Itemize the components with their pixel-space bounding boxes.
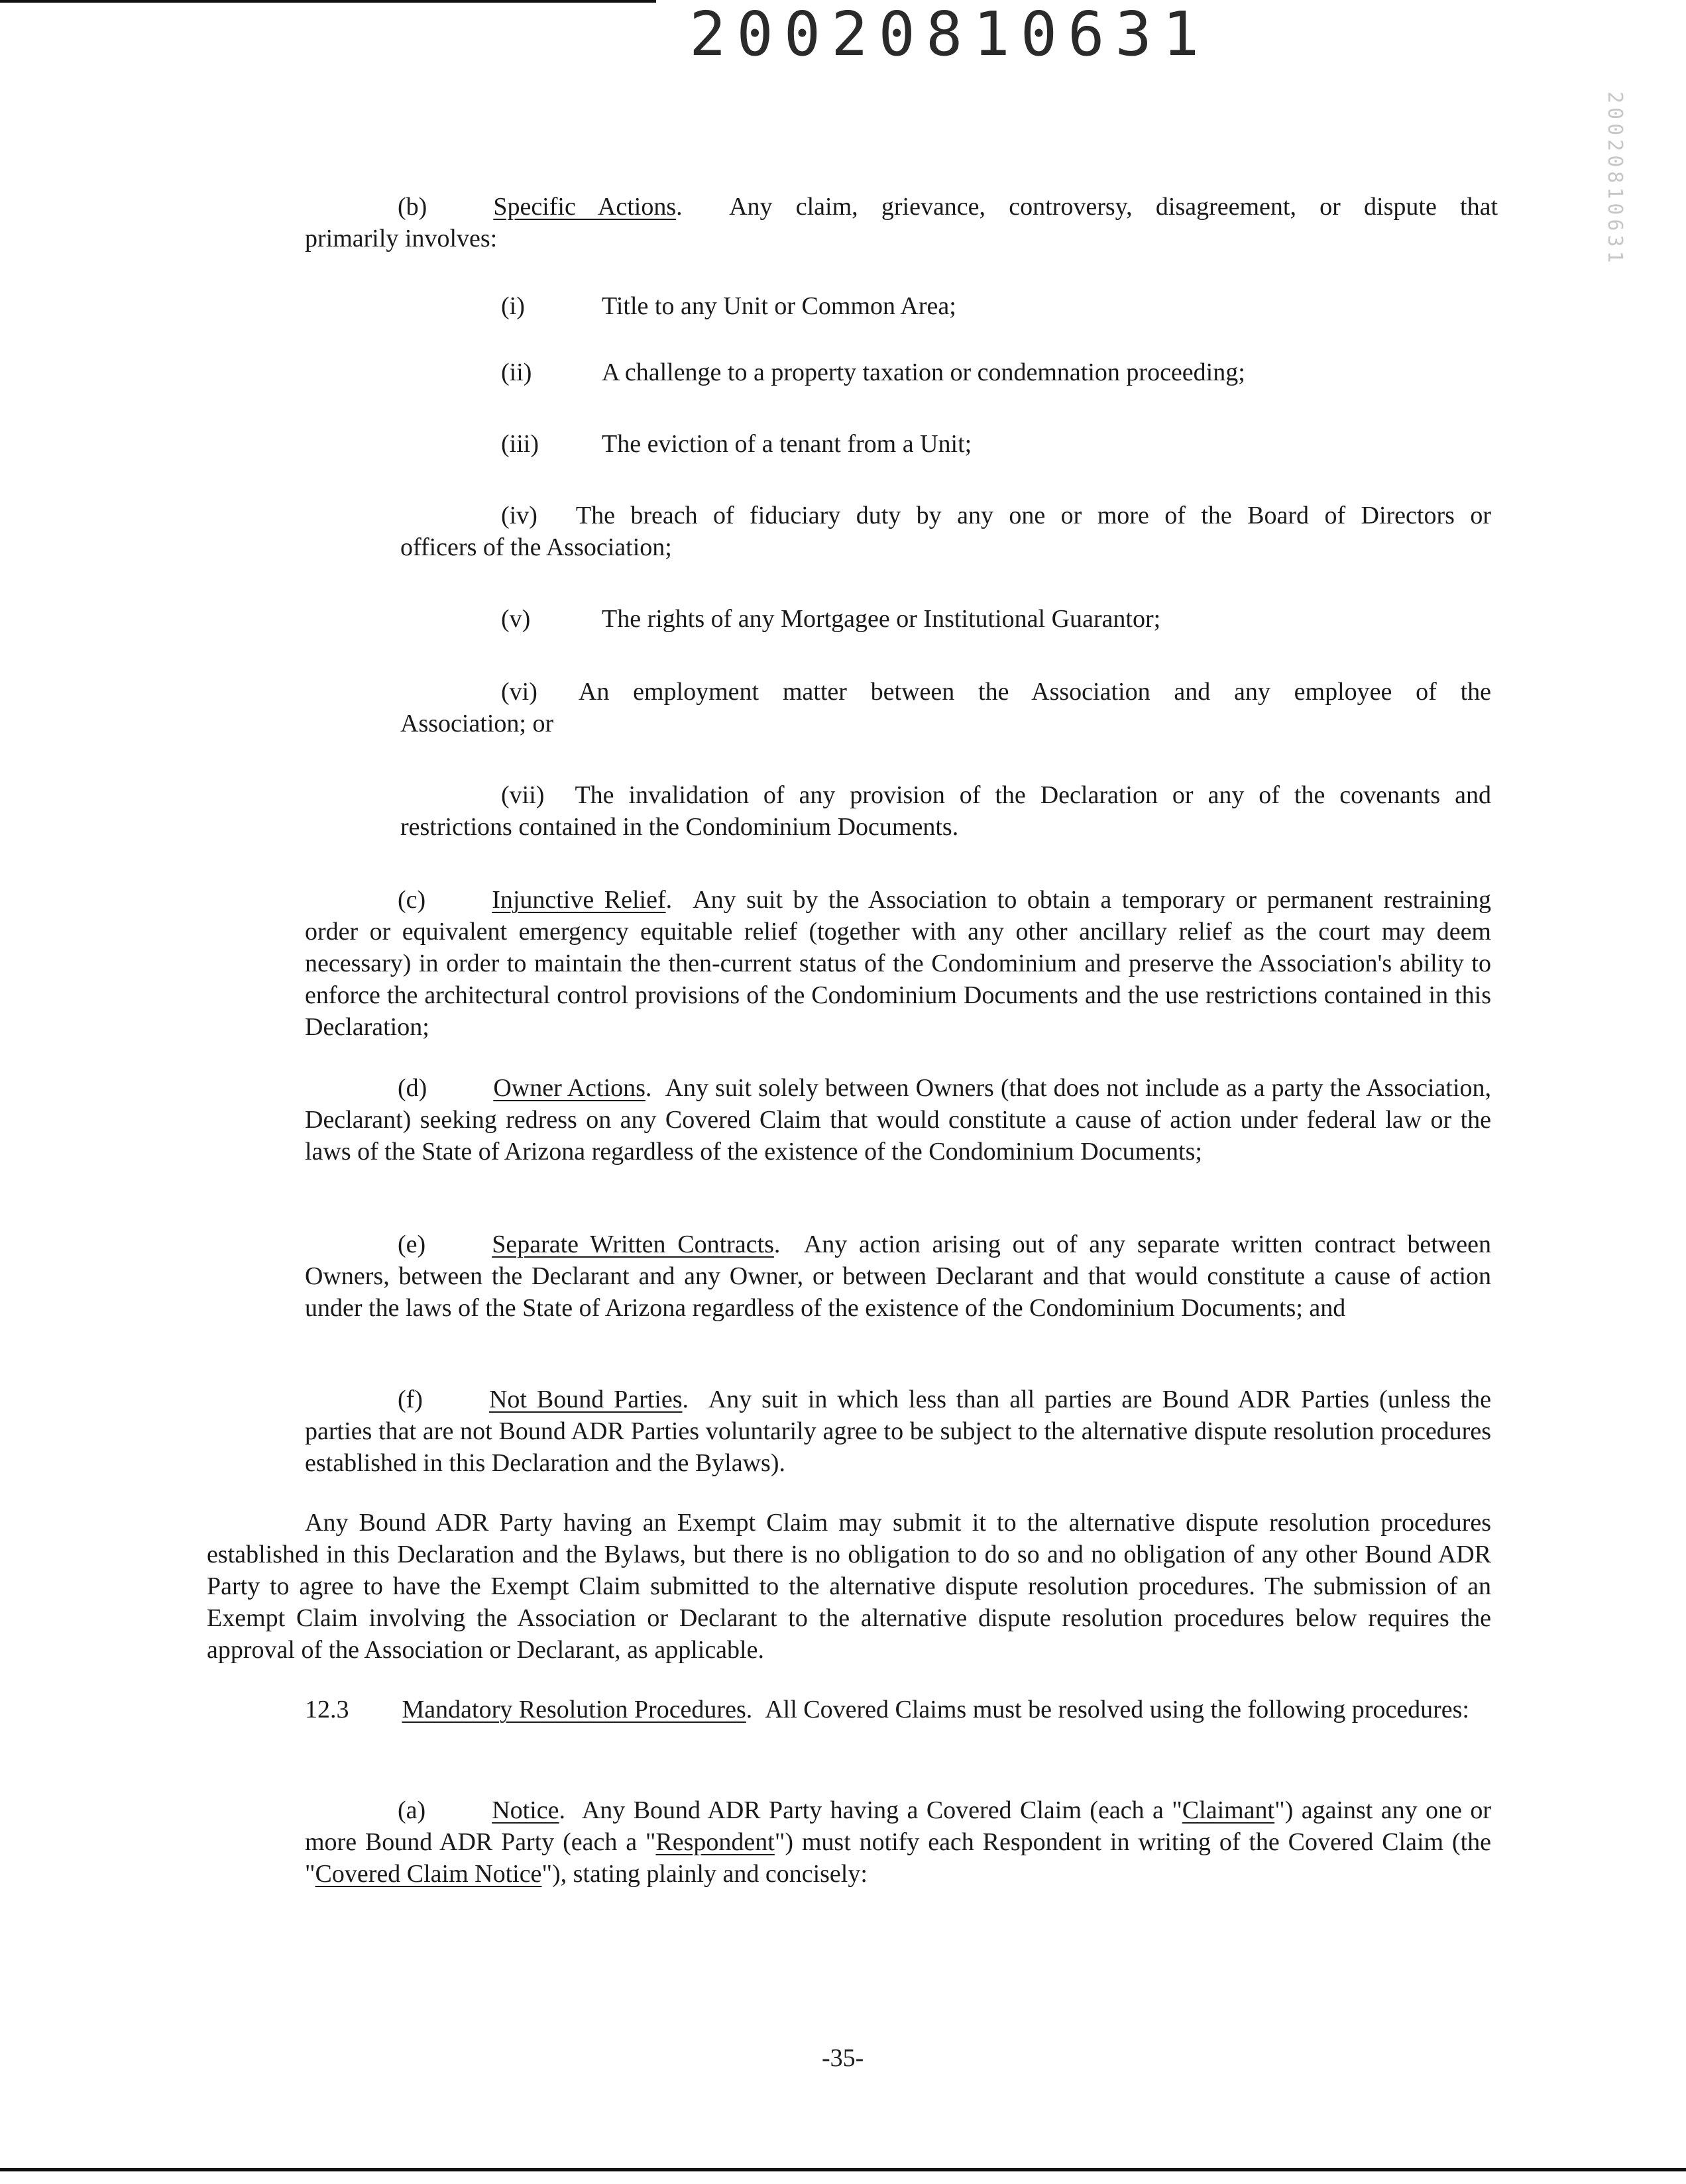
paragraph-c-label: (c) [398, 886, 426, 914]
paragraph-a-text-1: Any Bound ADR Party having a Covered Claim (each a " [581, 1796, 1182, 1824]
paragraph-a-heading: Notice [492, 1796, 559, 1824]
item-text: The breach of fiduciary duty by any one or more of the Board of Directors or [575, 502, 1491, 529]
item-number: (vii) [501, 781, 545, 809]
paragraph-c: (c) Injunctive Relief. Any suit by the Association to obtain a temporary or permanent restraining order or equivalent emergency equitable relief (together with any other ancillary relief as the court may deem necessary) in order to maintain the then-current status of the Condominium and preserve the Association's ability to enforce the architectural control provisions of the Condominium Documents and the use restrictions contained in this Declaration; [305, 886, 1491, 1041]
paragraph-d-label: (d) [398, 1074, 427, 1102]
paragraph-b-label: (b) [398, 193, 427, 221]
paragraph-d-heading: Owner Actions [493, 1074, 646, 1102]
paragraph-e: (e) Separate Written Contracts. Any action arising out of any separate written contract between Owners, between the Declarant and any Owner, or between Declarant and that would constitute a cause of action under the laws of the State of Arizona regardless of the existence of the Condominium Documents; and [305, 1230, 1491, 1322]
item-number: (v) [501, 605, 531, 633]
paragraph-a-text-4: "), stating plainly and concisely: [541, 1860, 868, 1888]
section-12-3-heading: Mandatory Resolution Procedures [402, 1696, 746, 1723]
item-continuation: officers of the Association; [400, 533, 672, 561]
paragraph-b-text-second: primarily involves: [305, 225, 498, 252]
exempt-claim-paragraph [207, 1507, 1491, 1666]
defined-term-respondent: Respondent [655, 1828, 775, 1856]
item-number: (i) [501, 292, 525, 320]
paragraph-b-text-first: Any claim, grievance, controversy, disagreement, or dispute that [729, 193, 1498, 221]
paragraph-a-text-3: ") must notify each Respondent in writing of the Covered Claim (the " [305, 1828, 1492, 1888]
item-number: (vi) [501, 678, 537, 706]
paragraph-d: (d) Owner Actions. Any suit solely between Owners (that does not include as a party the Association, Declarant) seeking redress on any Covered Claim that would constitute a cause of action under federal law or the laws of the State of Arizona regardless of the existence of the Condominium Documents; [305, 1074, 1492, 1166]
section-12-3: 12.3 Mandatory Resolution Procedures. All Covered Claims must be resolved using the following procedures: [305, 1696, 1469, 1723]
list-item [400, 779, 1491, 843]
paragraph-f: (f) Not Bound Parties. Any suit in which less than all parties are Bound ADR Parties (unless the parties that are not Bound ADR Parties voluntarily agree to be subject to the alternative dispute resolution procedures established in this Declaration and the Bylaws). [305, 1386, 1491, 1477]
paragraph-c-heading: Injunctive Relief [492, 886, 666, 914]
section-12-3-number: 12.3 [305, 1696, 349, 1723]
paragraph-e-label: (e) [398, 1230, 426, 1258]
section-12-3-text: All Covered Claims must be resolved using the following procedures: [765, 1696, 1469, 1723]
item-text: An employment matter between the Association and any employee of the [578, 678, 1491, 706]
paragraph-e-text: Any action arising out of any separate written contract between Owners, between the Declarant and any Owner, or between Declarant and that would constitute a cause of action under the laws of the State of Arizona regardless of the existence of the Condominium Documents; and [305, 1230, 1491, 1322]
paragraph-e-heading: Separate Written Contracts [492, 1230, 774, 1258]
item-text: Title to any Unit or Common Area; [602, 292, 956, 320]
bottom-rule [0, 2168, 1686, 2171]
list-item [400, 676, 1491, 739]
paragraph-f-heading: Not Bound Parties [488, 1386, 683, 1413]
paragraph-c-text: Any suit by the Association to obtain a temporary or permanent restraining order or equivalent emergency equitable relief (together with any other ancillary relief as the court may deem necessary) in order to maintain the then-current status of the Condominium and preserve the Association's ability to enforce the architectural control provisions of the Condominium Documents and the use restrictions contained in this Declaration; [305, 886, 1491, 1041]
document-number: 20020810631 [689, 0, 1210, 70]
page-number: -35- [822, 2044, 864, 2072]
item-number: (ii) [501, 358, 532, 386]
exempt-claim-text: Any Bound ADR Party having an Exempt Claim may submit it to the alternative dispute resolution procedures established in this Declaration and the Bylaws, but there is no obligation to do so and no obligation of any other Bound ADR Party to agree to have the Exempt Claim submitted to the alternative dispute resolution procedures. The submission of an Exempt Claim involving the Association or Declarant to the alternative dispute resolution procedures below requires the approval of the Association or Declarant, as applicable. [207, 1509, 1491, 1664]
item-continuation: restrictions contained in the Condominium Documents. [400, 813, 959, 841]
defined-term-covered-claim-notice: Covered Claim Notice [315, 1860, 542, 1888]
item-text: The invalidation of any provision of the Declaration or any of the covenants and [575, 781, 1491, 809]
paragraph-f-text: Any suit in which less than all parties are Bound ADR Parties (unless the parties that are not Bound ADR Parties voluntarily agree to be subject to the alternative dispute resolution procedures established in this Declaration and the Bylaws). [305, 1386, 1491, 1477]
paragraph-a-text-2: ") against any one or more Bound ADR Party (each a " [305, 1796, 1492, 1856]
paragraph-a-notice: (a) Notice. Any Bound ADR Party having a Covered Claim (each a "Claimant") against any one or more Bound ADR Party (each a "Respondent") must notify each Respondent in writing of the Covered Claim (the "Covered Claim Notice"), stating plainly and concisely: [305, 1796, 1492, 1888]
item-number: (iii) [501, 430, 539, 458]
defined-term-claimant: Claimant [1182, 1796, 1275, 1824]
item-continuation: Association; or [400, 710, 554, 737]
list-item [400, 500, 1491, 563]
item-text: The rights of any Mortgagee or Institutional Guarantor; [602, 605, 1161, 633]
paragraph-b-heading: Specific Actions [493, 193, 677, 221]
side-stamp: 20020810631 [1603, 91, 1626, 267]
item-text: The eviction of a tenant from a Unit; [602, 430, 972, 458]
item-text: A challenge to a property taxation or condemnation proceeding; [602, 358, 1245, 386]
paragraph-d-text: Any suit solely between Owners (that does not include as a party the Association, Declarant) seeking redress on any Covered Claim that would constitute a cause of action under federal law or the laws of the State of Arizona regardless of the existence of the Condominium Documents; [305, 1074, 1492, 1166]
item-number: (iv) [501, 502, 537, 529]
paragraph-a-label: (a) [398, 1796, 426, 1824]
paragraph-b: (b) Specific Actions. Any claim, grievance, controversy, disagreement, or dispute that primarily involves: [305, 191, 1498, 254]
top-rule [0, 0, 656, 3]
paragraph-f-label: (f) [398, 1386, 423, 1413]
